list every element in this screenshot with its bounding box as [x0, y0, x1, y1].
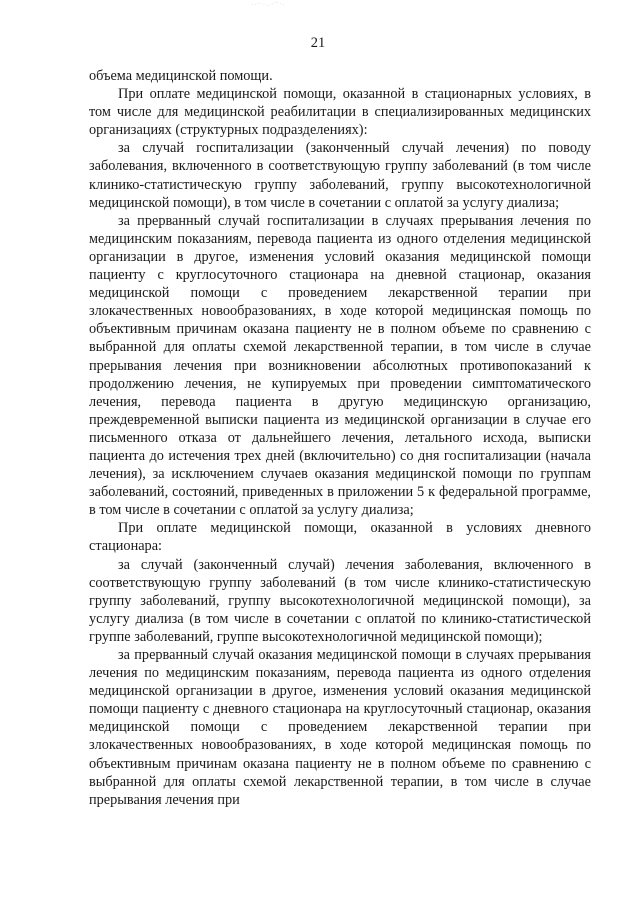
paragraph: объема медицинской помощи. [89, 68, 273, 84]
paragraph: за прерванный случай госпитализации в случаях прерывания лечения по медицинским показаниям, перевода пациента из одного отделения медицинской организации в другое, изменения условий оказания медицинской помощи пациенту с круглосуточного стационара на дневной стационар, оказания медицинской помощи с проведением лекарственной терапии при злокачественных новообразованиях, в ходе которой медицинская помощь по объективным причинам оказана пациенту не в полном объеме по сравнению с выбранной для оплаты схемой лекарственной терапии, в том числе в случае прерывания лечения при возникновении абсолютных противопоказаний к продолжению лечения, не купируемых при проведении симптоматического лечения, перевода пациента в другую медицинскую организацию, преждевременной выписки пациента из медицинской организации в случае его письменного отказа от дальнейшего лечения, летального исхода, выписки пациента до истечения трех дней (включительно) со дня госпитализации (начала лечения), за исключением случаев оказания медицинской помощи по группам заболеваний, состояний, приведенных в приложении 5 к федеральной программе, в том числе в сочетании с оплатой за услугу диализа; [89, 212, 591, 519]
scan-artifact [250, 0, 290, 8]
paragraph: за прерванный случай оказания медицинской помощи в случаях прерывания лечения по медицинским показаниям, перевода пациента из одного отделения медицинской организации в другое, изменения условий оказания медицинской помощи пациенту с дневного стационара на круглосуточный стационар, оказания медицинской помощи с проведением лекарственной терапии при злокачественных новообразованиях, в ходе которой медицинская помощь по объективным причинам оказана пациенту не в полном объеме по сравнению с выбранной для оплаты схемой лекарственной терапии, в том числе в случае прерывания лечения при [89, 647, 591, 808]
paragraph: за случай (законченный случай) лечения заболевания, включенного в соответствующую группу заболеваний (в том числе клинико-статистическую группу заболеваний, группу высокотехнологичной медицинской помощи), за услугу диализа (в том числе в сочетании с оплатой по клинико-статистической группе заболеваний, группе высокотехнологичной медицинской помощи); [89, 556, 591, 645]
paragraph: При оплате медицинской помощи, оказанной в условиях дневного стационара: [89, 520, 591, 555]
page-number: 21 [310, 35, 326, 51]
paragraph: При оплате медицинской помощи, оказанной в стационарных условиях, в том числе для медицинской реабилитации в специализированных медицинских организациях (структурных подразделениях): [89, 86, 591, 139]
paragraph: за случай госпитализации (законченный случай лечения) по поводу заболевания, включенного в соответствующую группу заболеваний (в том числе клинико-статистическую группу заболеваний, группу высокотехнологичной медицинской помощи), в том числе в сочетании с оплатой за услугу диализа; [89, 140, 591, 211]
document-body [89, 67, 591, 809]
